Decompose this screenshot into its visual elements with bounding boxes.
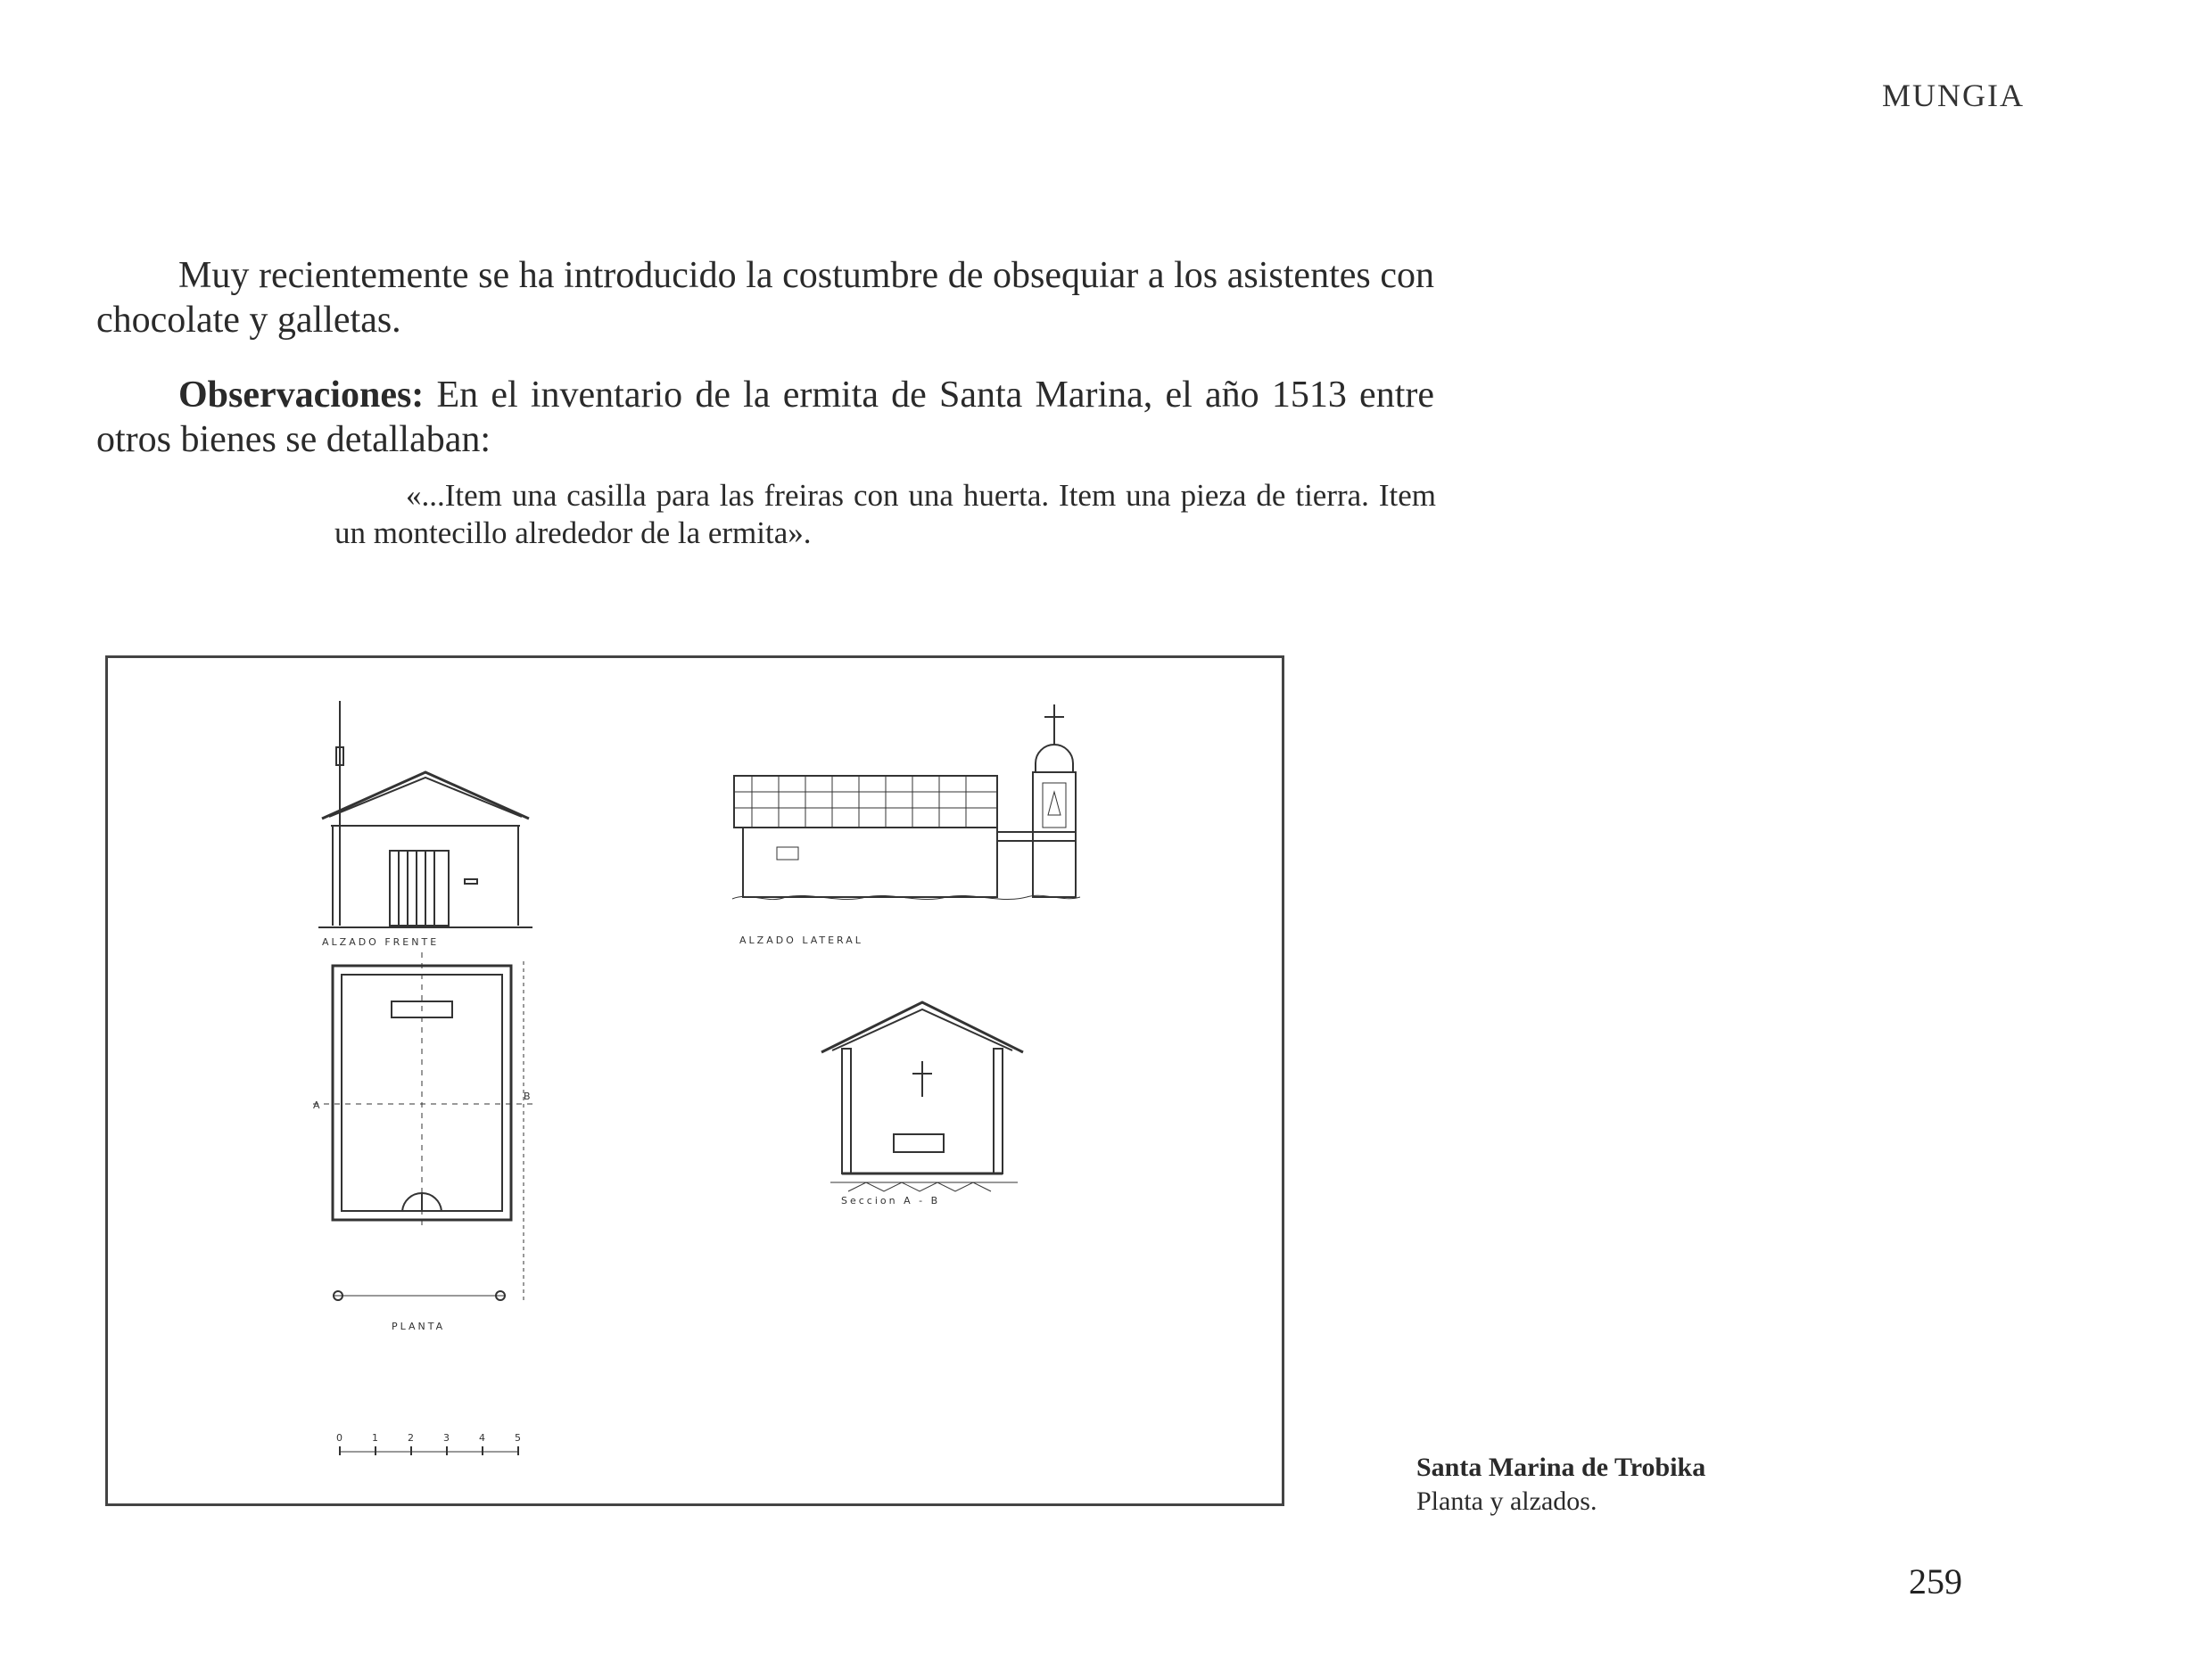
floor-plan-drawing — [313, 952, 536, 1332]
scale-tick-0: 0 — [336, 1432, 345, 1444]
paragraph-1 — [96, 253, 1434, 342]
caption-subtitle: Planta y alzados. — [1416, 1486, 1597, 1516]
figure-caption — [1416, 1451, 1952, 1519]
section-drawing — [821, 1002, 1023, 1206]
scale-tick-2: 2 — [408, 1432, 417, 1444]
scale-tick-1: 1 — [372, 1432, 381, 1444]
section-b-marker: B — [524, 1091, 533, 1102]
section-a-marker: A — [313, 1099, 323, 1111]
inventory-quote-text: «...Item una casilla para las freiras con una huerta. Item una pieza de tierra. Item un montecillo alrededor de la ermita». — [334, 478, 1436, 550]
observaciones-label: Observaciones: — [178, 375, 425, 416]
architectural-drawing-figure — [105, 655, 1284, 1506]
scale-bar — [336, 1432, 524, 1455]
lateral-elevation-label: ALZADO LATERAL — [739, 935, 863, 946]
plan-label: PLANTA — [392, 1321, 446, 1332]
scale-tick-3: 3 — [443, 1432, 452, 1444]
lateral-elevation-drawing — [732, 704, 1080, 946]
front-elevation-drawing — [318, 701, 532, 948]
scale-tick-5: 5 — [515, 1432, 524, 1444]
paragraph-1-text: Muy recientemente se ha introducido la costumbre de obsequiar a los asistentes con chocolate y galletas. — [96, 255, 1434, 341]
front-elevation-label: ALZADO FRENTE — [322, 936, 440, 948]
scale-tick-4: 4 — [479, 1432, 488, 1444]
caption-title: Santa Marina de Trobika — [1416, 1453, 1706, 1482]
paragraph-2 — [96, 373, 1434, 462]
section-label: Seccion A - B — [841, 1195, 941, 1206]
page-number: 259 — [1909, 1561, 1962, 1602]
inventory-quote — [334, 477, 1436, 552]
architectural-drawing — [108, 658, 1282, 1503]
running-head: MUNGIA — [1882, 78, 2025, 113]
paragraph-2-text: En el inventario de la ermita de Santa Marina, el año 1513 entre otros bienes se detallaban: — [96, 375, 1434, 460]
